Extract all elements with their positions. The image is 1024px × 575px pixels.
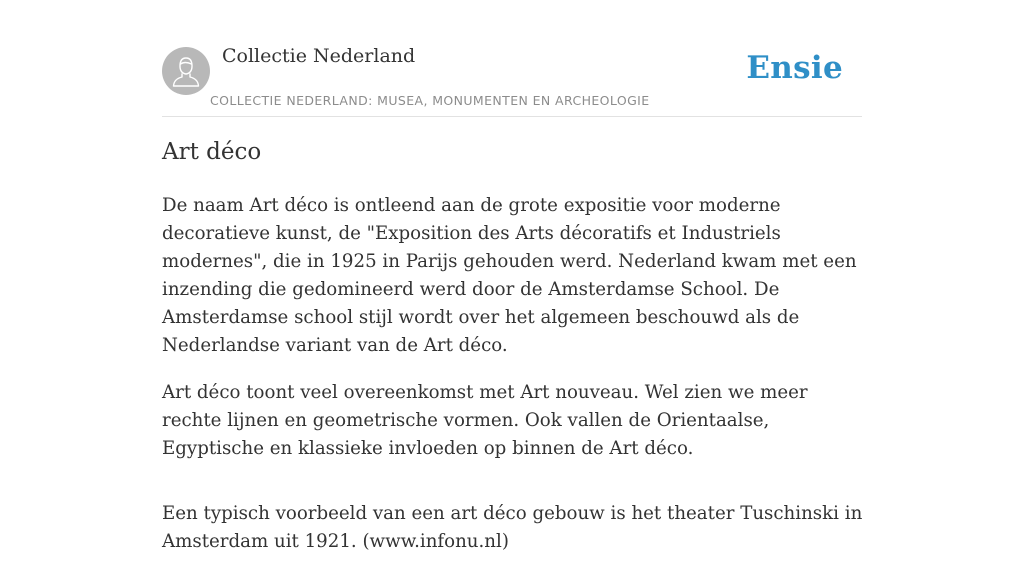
article-body	[162, 192, 864, 575]
article-paragraph-2: Art déco toont veel overeenkomst met Art nouveau. Wel zien we meer rechte lijnen en geometrische vormen. Ook vallen de Orientaalse, Egyptische en klassieke invloeden op binnen de Art déco.	[162, 382, 808, 459]
ensie-logo[interactable]: Ensie	[746, 50, 843, 86]
source-label[interactable]: COLLECTIE NEDERLAND: MUSEA, MONUMENTEN EN ARCHEOLOGIE	[210, 93, 650, 108]
author-name[interactable]: Collectie Nederland	[222, 45, 416, 67]
article-paragraph-1: De naam Art déco is ontleend aan de grote expositie voor moderne decoratieve kunst, de "Exposition des Arts décoratifs et Industriels modernes", die in 1925 in Parijs gehouden werd. Nederland kwam met een inzending die gedomineerd werd door de Amsterdamse School. De Amsterdamse school stijl wordt over het algemeen beschouwd als de Nederlandse variant van de Art déco.	[162, 195, 857, 356]
user-icon	[162, 47, 210, 95]
article-paragraph-3: Een typisch voorbeeld van een art déco gebouw is het theater Tuschinski in Amsterdam uit 1921. (www.infonu.nl)	[162, 503, 863, 552]
article-header	[162, 0, 862, 117]
author-avatar[interactable]	[162, 47, 210, 95]
article-title: Art déco	[162, 139, 262, 165]
